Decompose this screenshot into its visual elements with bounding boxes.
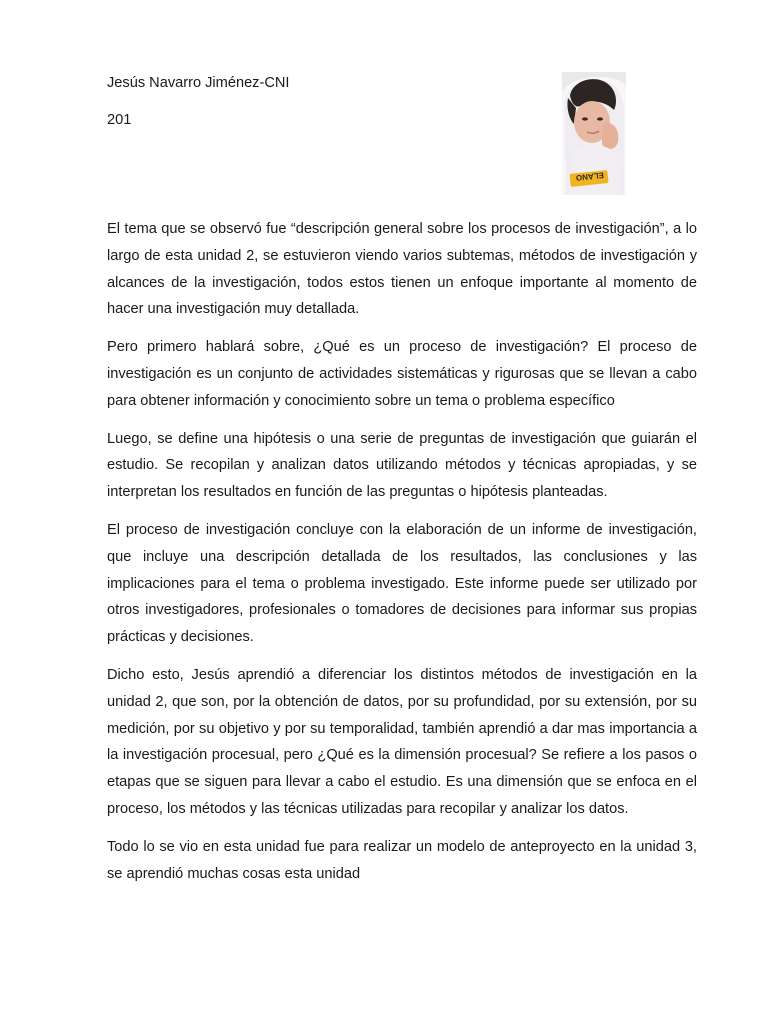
student-portrait-photo xyxy=(562,72,626,195)
paragraph: Todo lo se vio en esta unidad fue para realizar un modelo de anteproyecto en la unidad 3, se aprendió muchas cosas esta unidad xyxy=(107,838,697,882)
shirt-print-text: ELANO xyxy=(575,170,605,183)
paragraph: Dicho esto, Jesús aprendió a diferenciar los distintos métodos de investigación en la unidad 2, que son, por la obtención de datos, por su profundidad, por su extensión, por su medición, por su objetivo y por su temporalidad, también aprendió a dar mas importancia a la investigación procesual, pero ¿Qué es la dimensión procesual? Se refiere a los pasos o etapas que se siguen para llevar a cabo el estudio. Es una dimensión que se enfoca en el proceso, los métodos y las técnicas utilizadas para recopilar y analizar los datos. xyxy=(107,666,697,817)
paragraph: Luego, se define una hipótesis o una serie de preguntas de investigación que guiarán el estudio. Se recopilan y analizan datos utilizando métodos y técnicas apropiadas, y se interpretan los resultados en función de las preguntas o hipótesis planteadas. xyxy=(107,430,697,501)
essay-body xyxy=(107,216,697,898)
paragraph: El tema que se observó fue “descripción general sobre los procesos de investigación”, a lo largo de esta unidad 2, se estuvieron viendo varios subtemas, métodos de investigación y alcances de la investigación, todos estos tienen un enfoque importante al momento de hacer una investigación muy detallada. xyxy=(107,221,697,318)
group-number: 201 xyxy=(107,112,132,128)
author-name: Jesús Navarro Jiménez-CNI xyxy=(107,75,290,91)
paragraph: El proceso de investigación concluye con la elaboración de un informe de investigación, que incluye una descripción detallada de los resultados, las conclusiones y las implicaciones para el tema o problema investigado. Este informe puede ser utilizado por otros investigadores, profesionales o tomadores de decisiones para informar sus propias prácticas y decisiones. xyxy=(107,521,697,646)
paragraph: Pero primero hablará sobre, ¿Qué es un proceso de investigación? El proceso de investigación es un conjunto de actividades sistemáticas y rigurosas que se llevan a cabo para obtener información y conocimiento sobre un tema o problema específico xyxy=(107,339,697,409)
